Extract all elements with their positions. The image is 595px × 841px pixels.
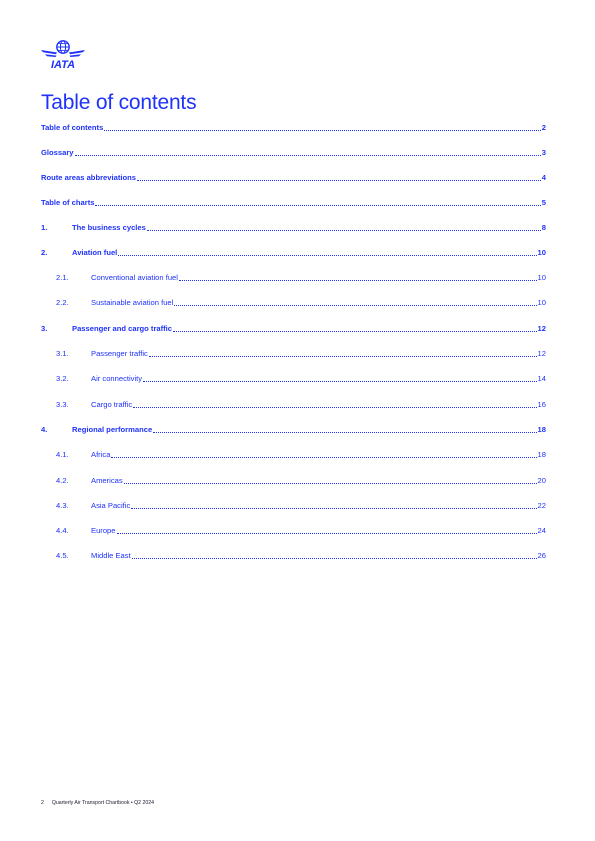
toc-dot-leader [132,557,537,559]
page-title: Table of contents [41,91,197,114]
iata-logo-mark [40,38,86,70]
toc-dot-leader [147,229,541,231]
toc-dot-leader [118,254,536,256]
toc-dot-leader [173,330,537,332]
toc-entry[interactable] [56,269,546,283]
toc-dot-leader [174,304,536,306]
toc-entry-page: 24 [537,526,546,535]
footer-title: Quarterly Air Transport Chartbook • Q2 2024 [51,800,155,806]
toc-entry-label: Air connectivity [91,374,143,383]
footer-page-number: 2 [41,800,44,806]
toc-entry-label: Regional performance [72,425,153,434]
toc-dot-leader [153,431,536,433]
iata-logo [40,38,86,70]
logo-wordmark: IATA [50,59,76,70]
toc-dot-leader [75,154,541,156]
toc-entry-page: 12 [537,349,546,358]
toc-entry-page: 14 [537,374,546,383]
toc-entry-number: 4.1. [56,450,69,459]
toc-entry-number: 3.3. [56,400,69,409]
toc-entry[interactable] [41,244,546,258]
toc-entry-label: Conventional aviation fuel [91,273,178,282]
toc-entry-label: Americas [91,476,123,485]
toc-entry[interactable] [56,472,546,486]
toc-entry-page: 18 [537,425,546,434]
toc-entry[interactable] [41,119,546,133]
toc-entry-page: 10 [537,248,546,257]
toc-entry-page: 3 [541,148,546,157]
toc-entry[interactable] [56,522,546,536]
toc-dot-leader [117,532,537,534]
toc-entry[interactable] [56,370,546,384]
toc-entry-label: Table of charts [41,198,95,207]
toc-entry-label: Route areas abbreviations [41,173,136,182]
toc-entry-number: 3. [41,324,48,333]
toc-entry-label: Aviation fuel [72,248,118,257]
toc-entry-page: 5 [541,198,546,207]
toc-entry[interactable] [56,396,546,410]
toc-entry-page: 22 [537,501,546,510]
toc-entry-number: 4.5. [56,551,69,560]
toc-dot-leader [104,129,540,131]
toc-dot-leader [111,456,536,458]
toc-dot-leader [137,179,541,181]
toc-dot-leader [95,204,540,206]
toc-entry-page: 20 [537,476,546,485]
toc-entry-label: Glossary [41,148,74,157]
toc-entry-page: 10 [537,298,546,307]
toc-entry-page: 4 [541,173,546,182]
toc-entry-page: 2 [541,123,546,132]
toc-entry-label: Cargo traffic [91,400,133,409]
toc-entry[interactable] [56,446,546,460]
toc-entry[interactable] [41,144,546,158]
toc-entry-label: The business cycles [72,223,146,232]
toc-dot-leader [133,406,536,408]
toc-entry[interactable] [56,497,546,511]
toc-entry[interactable] [41,421,546,435]
toc-dot-leader [131,507,536,509]
toc-entry-number: 4.3. [56,501,69,510]
toc-entry-number: 4.4. [56,526,69,535]
toc-entry-label: Asia Pacific [91,501,131,510]
toc-entry-number: 2.2. [56,298,69,307]
toc-entry-number: 2.1. [56,273,69,282]
toc-entry-page: 26 [537,551,546,560]
toc-entry-number: 4. [41,425,48,434]
toc-entry-label: Europe [91,526,116,535]
toc-entry-number: 4.2. [56,476,69,485]
toc-entry-number: 2. [41,248,48,257]
page-footer [41,800,154,806]
toc-entry-label: Middle East [91,551,131,560]
toc-entry-label: Africa [91,450,111,459]
toc-entry-page: 18 [537,450,546,459]
toc-dot-leader [143,380,536,382]
toc-entry[interactable] [41,169,546,183]
toc-entry-page: 16 [537,400,546,409]
toc-entry-page: 12 [537,324,546,333]
toc-entry-page: 8 [541,223,546,232]
toc-dot-leader [124,482,537,484]
toc-entry-label: Passenger and cargo traffic [72,324,173,333]
toc-entry[interactable] [56,547,546,561]
toc-entry-label: Sustainable aviation fuel [91,298,174,307]
toc-entry[interactable] [56,294,546,308]
toc-entry[interactable] [41,194,546,208]
toc-entry[interactable] [41,219,546,233]
toc-entry[interactable] [41,320,546,334]
toc-entry-number: 3.1. [56,349,69,358]
toc-entry-label: Passenger traffic [91,349,148,358]
toc-entry-number: 3.2. [56,374,69,383]
toc-dot-leader [179,279,537,281]
toc-entry-number: 1. [41,223,48,232]
toc-entry[interactable] [56,345,546,359]
toc-entry-label: Table of contents [41,123,104,132]
toc-entry-page: 10 [537,273,546,282]
toc-dot-leader [149,355,537,357]
